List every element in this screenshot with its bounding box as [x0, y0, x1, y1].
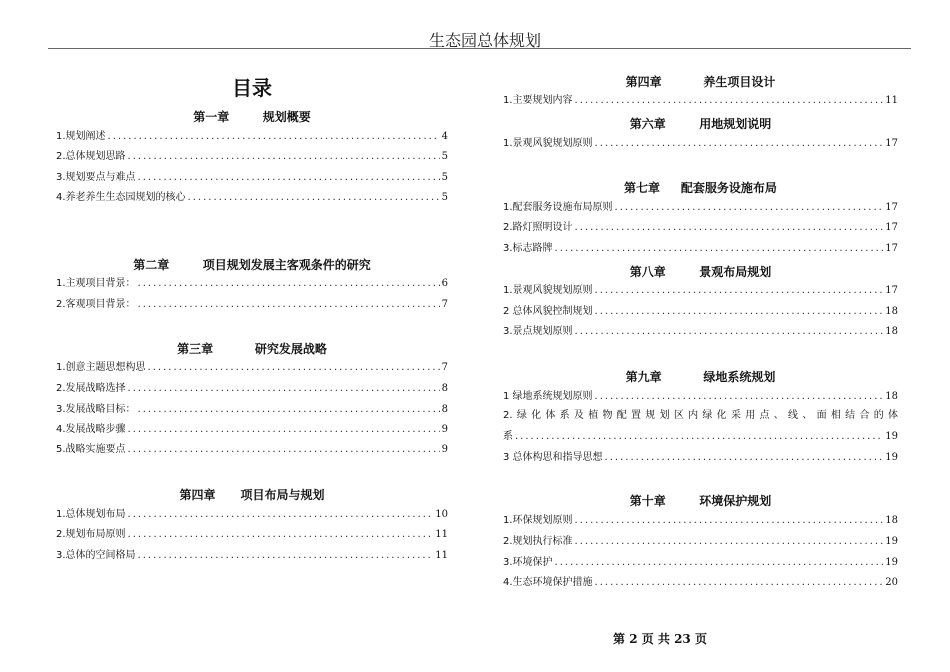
toc-entry-page-number: 10 [435, 509, 448, 520]
dot-leader [595, 390, 884, 404]
dot-leader [128, 443, 440, 457]
chapter-heading: 第一章 规划概要 [193, 110, 311, 124]
dot-leader [188, 191, 440, 205]
dot-leader [575, 514, 884, 528]
toc-entry-label: 3 总体构思和指导思想 [503, 452, 603, 463]
toc-entry-label: 2.客观项目背景： [56, 299, 136, 310]
toc-entry-label: 1.规划阐述 [56, 131, 106, 142]
toc-entry-label: 4.生态环境保护措施 [503, 577, 593, 588]
toc-entry-page-number: 7 [441, 299, 448, 310]
toc-entry-page-number: 19 [885, 536, 898, 547]
toc-entry-label: 2.规划执行标准 [503, 536, 573, 547]
header-rule [48, 48, 911, 49]
toc-entry-page-number: 5 [441, 192, 448, 203]
dot-leader [128, 382, 440, 396]
dot-leader [128, 508, 434, 522]
toc-entry-page-number: 4 [441, 131, 448, 142]
dot-leader [555, 556, 884, 570]
toc-entry-label: 1.配套服务设施布局原则 [503, 202, 613, 213]
toc-entry-page-number: 17 [885, 202, 898, 213]
dot-leader [138, 171, 440, 185]
toc-entry[interactable] [56, 508, 448, 522]
chapter-heading: 第四章 养生项目设计 [625, 75, 776, 89]
toc-entry-label: 2.路灯照明设计 [503, 222, 573, 233]
toc-entry-page-number: 8 [441, 404, 448, 415]
toc-entry-label: 5.战略实施要点 [56, 444, 126, 455]
dot-leader [108, 130, 440, 144]
toc-entry-label: 2.总体规划思路 [56, 151, 126, 162]
toc-entry[interactable] [503, 451, 898, 465]
toc-entry[interactable] [56, 382, 448, 396]
toc-entry-label: 1.创意主题思想构思 [56, 362, 146, 373]
toc-entry[interactable] [56, 443, 448, 457]
toc-entry-page-number: 8 [441, 383, 448, 394]
running-header-title: 生态园总体规划 [428, 31, 541, 50]
dot-leader [615, 201, 884, 215]
toc-entry-page-number: 19 [885, 557, 898, 568]
toc-entry-page-number: 7 [441, 362, 448, 373]
toc-entry[interactable] [56, 171, 448, 185]
toc-entry-page-number: 18 [885, 515, 898, 526]
toc-entry-page-number: 17 [885, 222, 898, 233]
dot-leader [575, 325, 884, 339]
toc-entry[interactable] [56, 298, 448, 312]
toc-entry[interactable] [503, 137, 898, 151]
toc-entry[interactable] [503, 201, 898, 215]
toc-entry[interactable] [56, 361, 448, 375]
dot-leader [128, 528, 434, 542]
toc-entry-wrapped-line[interactable]: 2.绿化体系及植物配置规划区内绿化采用点、线、面相结合的体 [503, 410, 898, 421]
toc-entry-label: 系 [503, 431, 513, 442]
toc-entry[interactable] [56, 130, 448, 144]
chapter-heading: 第二章 项目规划发展主客观条件的研究 [133, 258, 371, 272]
dot-leader [605, 451, 884, 465]
toc-entry[interactable] [503, 284, 898, 298]
page-footer: 第 2 页 共 23 页 [613, 632, 707, 646]
toc-entry[interactable] [503, 390, 898, 404]
chapter-heading: 第三章 研究发展战略 [177, 342, 327, 356]
toc-entry[interactable] [503, 242, 898, 256]
toc-entry-label: 3.规划要点与难点 [56, 172, 136, 183]
toc-entry-page-number: 20 [885, 577, 898, 588]
toc-entry-page-number: 19 [885, 452, 898, 463]
toc-entry-page-number: 18 [885, 391, 898, 402]
dot-leader [515, 430, 883, 444]
toc-entry[interactable] [56, 191, 448, 205]
toc-entry-label: 1 绿地系统规划原则 [503, 391, 593, 402]
chapter-heading: 第七章 配套服务设施布局 [624, 181, 777, 195]
dot-leader [595, 576, 884, 590]
toc-entry[interactable] [56, 549, 448, 563]
toc-entry-page-number: 11 [885, 95, 898, 106]
toc-entry-label: 2.规划布局原则 [56, 529, 126, 540]
toc-entry-page-number: 18 [885, 326, 898, 337]
dot-leader [595, 305, 884, 319]
toc-entry[interactable] [503, 305, 898, 319]
dot-leader [595, 284, 884, 298]
dot-leader [138, 403, 440, 417]
dot-leader [128, 150, 440, 164]
toc-entry[interactable] [503, 325, 898, 339]
dot-leader [128, 423, 440, 437]
toc-entry-page-number: 9 [441, 444, 448, 455]
toc-entry[interactable] [503, 535, 898, 549]
toc-entry-label: 1.总体规划布局 [56, 509, 126, 520]
toc-entry-page-number: 18 [885, 306, 898, 317]
toc-entry-label: 1.景观风貌规划原则 [503, 138, 593, 149]
chapter-heading: 第八章 景观布局规划 [629, 265, 772, 279]
toc-entry[interactable] [503, 430, 898, 444]
toc-entry-label: 2 总体风貌控制规划 [503, 306, 593, 317]
toc-entry-page-number: 19 [885, 431, 898, 442]
toc-entry-page-number: 6 [441, 278, 448, 289]
dot-leader [575, 535, 884, 549]
toc-entry-label: 4.发展战略步骤 [56, 424, 126, 435]
toc-entry[interactable] [56, 277, 448, 291]
toc-entry-page-number: 5 [441, 172, 448, 183]
toc-entry-page-number: 17 [885, 243, 898, 254]
toc-entry-label: 1.环保规划原则 [503, 515, 573, 526]
toc-entry[interactable] [503, 94, 898, 108]
toc-entry[interactable] [56, 423, 448, 437]
toc-entry-label: 3.环境保护 [503, 557, 553, 568]
toc-entry[interactable] [503, 221, 898, 235]
toc-entry-label: 3.标志路牌 [503, 243, 553, 254]
toc-entry-page-number: 9 [441, 424, 448, 435]
chapter-heading: 第四章 项目布局与规划 [179, 488, 325, 502]
toc-title: 目录 [232, 76, 272, 100]
toc-entry-label: 1.景观风貌规划原则 [503, 285, 593, 296]
dot-leader [575, 94, 884, 108]
chapter-heading: 第十章 环境保护规划 [629, 494, 772, 508]
toc-entry[interactable] [503, 556, 898, 570]
toc-entry-label: 3.发展战略目标： [56, 404, 136, 415]
toc-entry[interactable] [56, 150, 448, 164]
toc-entry-page-number: 5 [441, 151, 448, 162]
toc-entry-label: 2.发展战略选择 [56, 383, 126, 394]
toc-entry-page-number: 11 [435, 550, 448, 561]
toc-entry[interactable] [503, 576, 898, 590]
toc-entry-page-number: 11 [435, 529, 448, 540]
toc-entry-label: 3.景点规划原则 [503, 326, 573, 337]
dot-leader [575, 221, 884, 235]
dot-leader [138, 277, 440, 291]
toc-entry[interactable] [56, 528, 448, 542]
dot-leader [148, 361, 440, 375]
dot-leader [138, 298, 440, 312]
dot-leader [138, 549, 434, 563]
toc-entry-label: 1.主观项目背景： [56, 278, 136, 289]
toc-entry-label: 4.养老养生生态园规划的核心 [56, 192, 186, 203]
toc-entry[interactable] [503, 514, 898, 528]
toc-entry-page-number: 17 [885, 285, 898, 296]
chapter-heading: 第六章 用地规划说明 [629, 117, 772, 131]
dot-leader [595, 137, 884, 151]
toc-entry-label: 1.主要规划内容 [503, 95, 573, 106]
toc-entry-page-number: 17 [885, 138, 898, 149]
toc-entry[interactable] [56, 403, 448, 417]
chapter-heading: 第九章 绿地系统规划 [625, 370, 776, 384]
dot-leader [555, 242, 884, 256]
toc-entry-label: 3.总体的空间格局 [56, 550, 136, 561]
